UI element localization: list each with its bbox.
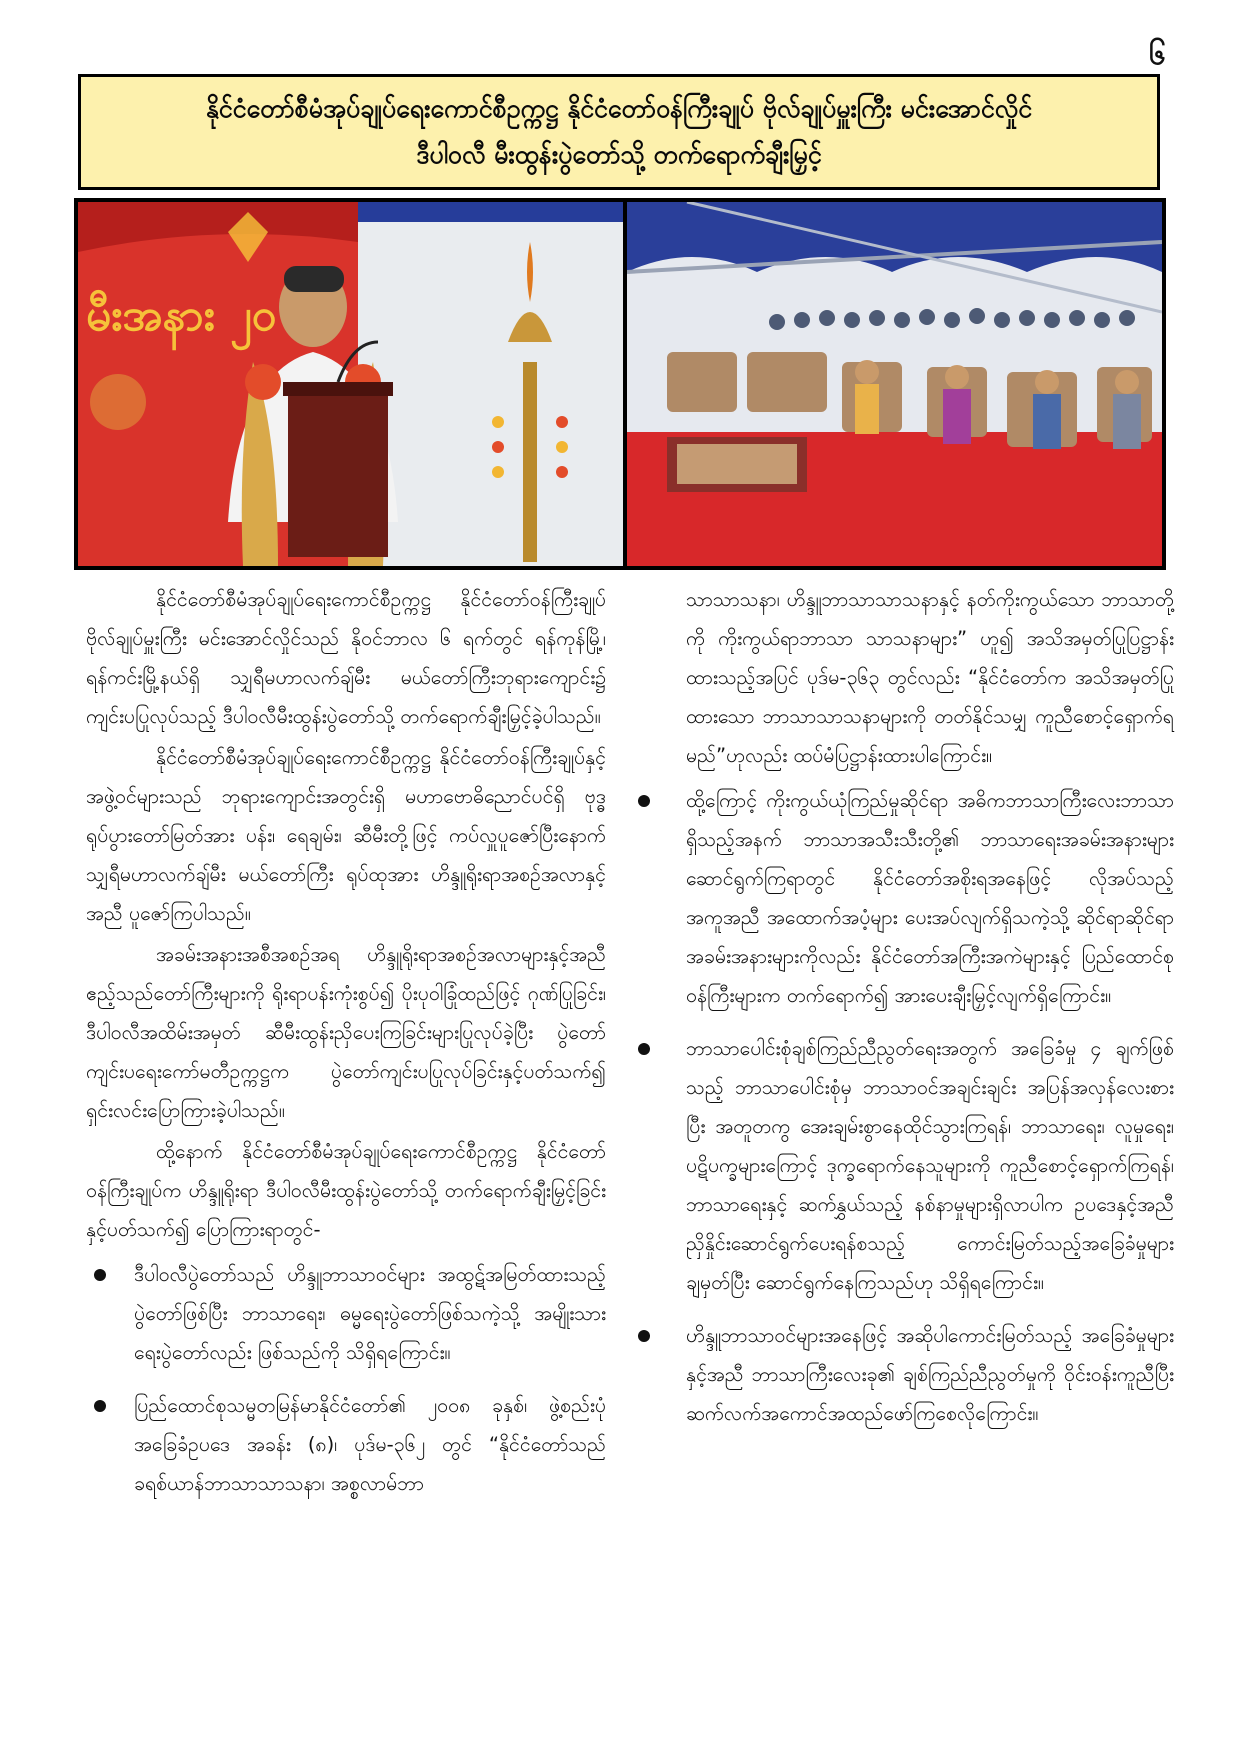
- headline-box: [78, 74, 1160, 190]
- bullet-item: ဒီပါဝလီပွဲတော်သည် ဟိန္ဒူဘာသာဝင်များ အထွဋ်အမြတ်ထားသည့် ပွဲတော်ဖြစ်ပြီး ဘာသာရေး၊ ဓမ္မရေးပွဲတော်ဖြစ်သကဲ့သို့ အမျိုးသားရေးပွဲတော်လည်း ဖြစ်သည်ကို သိရှိရကြောင်း။: [86, 1255, 606, 1372]
- continuation-paragraph: သာသာသနာ၊ ဟိန္ဒူဘာသာသာသနာနှင့် နတ်ကိုးကွယ်သော ဘာသာတို့ကို ကိုးကွယ်ရာဘာသာ သာသနာများ” ဟူ၍ အသိအမှတ်ပြုပြဋ္ဌာန်းထားသည့်အပြင် ပုဒ်မ-၃၆၃ တွင်လည်း “နိုင်ငံတော်က အသိအမှတ်ပြုထားသော ဘာသာသာသနာများကို တတ်နိုင်သမျှ ကူညီစောင့်ရှောက်ရမည်”ဟုလည်း ထပ်မံပြဋ္ဌာန်းထားပါကြောင်း။: [686, 588, 1174, 767]
- headline-line-2: ဒီပါဝလီ မီးထွန်းပွဲတော်သို့ တက်ရောက်ချီးမြှင့်: [416, 140, 822, 169]
- bullet-list: [86, 1255, 606, 1503]
- photo-audience-seating: [627, 202, 1162, 566]
- bullet-item: ဟိန္ဒူဘာသာဝင်များအနေဖြင့် အဆိုပါကောင်းမြတ်သည့် အခြေခံမှုများနှင့်အညီ ဘာသာကြီးလေးခု၏ ချစ်ကြည်ညီညွတ်မှုကို ဝိုင်းဝန်းကူညီပြီး ဆက်လက်အကောင်အထည်ဖော်ကြစေလိုကြောင်း။: [636, 1316, 1174, 1433]
- left-column: [86, 580, 606, 1517]
- photo-frame: [74, 198, 1166, 570]
- banner-text: မီးအနား ၂၀: [86, 290, 277, 341]
- speaker-photo-illustration: [78, 202, 623, 566]
- bullet-item: ဘာသာပေါင်းစုံချစ်ကြည်ညီညွတ်ရေးအတွက် အခြေခံမှု ၄ ချက်ဖြစ်သည့် ဘာသာပေါင်းစုံမှ ဘာသာဝင်အချင်းချင်း အပြန်အလှန်လေးစားပြီး အတူတကွ အေးချမ်းစွာနေထိုင်သွားကြရန်၊ ဘာသာရေး၊ လူမှုရေး၊ ပဋိပက္ခများကြောင့် ဒုက္ခရောက်နေသူများကို ကူညီစောင့်ရှောက်ကြရန်၊ ဘာသာရေးနှင့် ဆက်နွှယ်သည့် နစ်နာမှုများရှိလာပါက ဥပဒေနှင့်အညီ ညှိနှိုင်းဆောင်ရွက်ပေးရန်စသည့် ကောင်းမြတ်သည့်အခြေခံမှုများ ချမှတ်ပြီး ဆောင်ရွက်နေကြသည်ဟု သိရှိရကြောင်း။: [636, 1029, 1174, 1302]
- bullet-item: ပြည်ထောင်စုသမ္မတမြန်မာနိုင်ငံတော်၏ ၂၀၀၈ ခုနှစ်၊ ဖွဲ့စည်းပုံအခြေခံဥပဒေ အခန်း (၈)၊ ပုဒ်မ-၃၆၂ တွင် “နိုင်ငံတော်သည် ခရစ်ယာန်ဘာသာသာသနာ၊ အစ္စလာမ်ဘာ: [86, 1386, 606, 1503]
- paragraph: နိုင်ငံတော်စီမံအုပ်ချုပ်ရေးကောင်စီဥက္ကဋ္ဌ နိုင်ငံတော်ဝန်ကြီးချုပ်နှင့် အဖွဲ့ဝင်များသည် ဘုရားကျောင်းအတွင်းရှိ မဟာဗောဓိညောင်ပင်ရှိ ဗုဒ္ဓရုပ်ပွားတော်မြတ်အား ပန်း၊ ရေချမ်း၊ ဆီမီးတို့ဖြင့် ကပ်လှူပူဇော်ပြီးနောက် သျှရီမဟာလက်ချ်မီး မယ်တော်ကြီး ရုပ်ထုအား ဟိန္ဒူရိုးရာအစဉ်အလာနှင့်အညီ ပူဇော်ကြပါသည်။: [86, 746, 606, 925]
- page-number: ၆: [1149, 37, 1166, 72]
- paragraph: ထို့နောက် နိုင်ငံတော်စီမံအုပ်ချုပ်ရေးကောင်စီဥက္ကဋ္ဌ နိုင်ငံတော်ဝန်ကြီးချုပ်က ဟိန္ဒူရိုးရာ ဒီပါဝလီမီးထွန်းပွဲတော်သို့ တက်ရောက်ချီးမြှင့်ခြင်းနှင့်ပတ်သက်၍ ပြောကြားရာတွင်-: [86, 1140, 606, 1241]
- paragraph: နိုင်ငံတော်စီမံအုပ်ချုပ်ရေးကောင်စီဥက္ကဋ္ဌ နိုင်ငံတော်ဝန်ကြီးချုပ် ဗိုလ်ချုပ်မှူးကြီး မင်းအောင်လှိုင်သည် နိုဝင်ဘာလ ၆ ရက်တွင် ရန်ကုန်မြို့၊ ရန်ကင်းမြို့နယ်ရှိ သျှရီမဟာလက်ချ်မီး မယ်တော်ကြီးဘုရားကျောင်း၌ ကျင်းပပြုလုပ်သည့် ဒီပါဝလီမီးထွန်းပွဲတော်သို့ တက်ရောက်ချီးမြှင့်ခဲ့ပါသည်။: [86, 588, 606, 728]
- right-column: [636, 580, 1174, 1447]
- bullet-item: ထို့ကြောင့် ကိုးကွယ်ယုံကြည်မှုဆိုင်ရာ အဓိကဘာသာကြီးလေးဘာသာရှိသည့်အနက် ဘာသာအသီးသီးတို့၏ ဘာသာရေးအခမ်းအနားများ ဆောင်ရွက်ကြရာတွင် နိုင်ငံတော်အစိုးရအနေဖြင့် လိုအပ်သည့် အကူအညီ အထောက်အပံ့များ ပေးအပ်လျက်ရှိသကဲ့သို့ ဆိုင်ရာဆိုင်ရာ အခမ်းအနားများကိုလည်း နိုင်ငံတော်အကြီးအကဲများနှင့် ပြည်ထောင်စုဝန်ကြီးများက တက်ရောက်၍ အားပေးချီးမြှင့်လျက်ရှိကြောင်း။: [636, 781, 1174, 1015]
- photo-speaker-at-podium: [78, 202, 623, 566]
- paragraph: အခမ်းအနားအစီအစဉ်အရ ဟိန္ဒူရိုးရာအစဉ်အလာများနှင့်အညီ ဧည့်သည်တော်ကြီးများကို ရိုးရာပန်းကုံးစွပ်၍ ပိုးပုဝါခြုံထည်ဖြင့် ဂုဏ်ပြုခြင်း၊ ဒီပါဝလီအထိမ်းအမှတ် ဆီမီးထွန်းညှိပေးကြခြင်းများပြုလုပ်ခဲ့ပြီး ပွဲတော်ကျင်းပရေးကော်မတီဥက္ကဋ္ဌက ပွဲတော်ကျင်းပပြုလုပ်ခြင်းနှင့်ပတ်သက်၍ ရှင်းလင်းပြောကြားခဲ့ပါသည်။: [86, 943, 606, 1122]
- headline-line-1: နိုင်ငံတော်စီမံအုပ်ချုပ်ရေးကောင်စီဥက္ကဋ္ဌ နိုင်ငံတော်ဝန်ကြီးချုပ် ဗိုလ်ချုပ်မှူးကြီး မင်းအောင်လှိုင်: [205, 94, 1033, 123]
- audience-photo-illustration: [627, 202, 1162, 566]
- bullet-list: [636, 781, 1174, 1433]
